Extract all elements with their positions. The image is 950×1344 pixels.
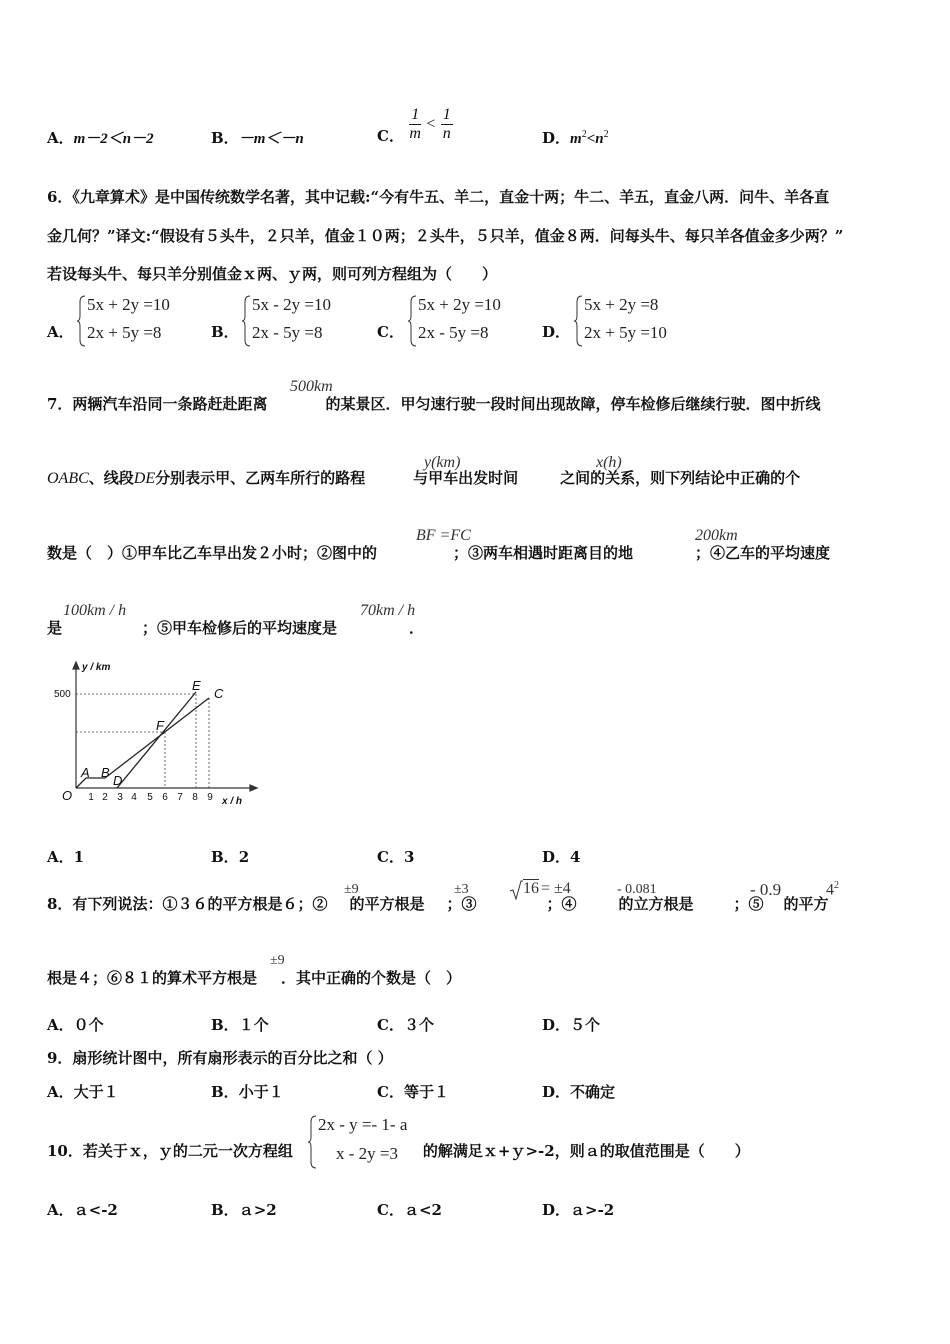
q7-speed-70: 70km / h <box>360 602 416 619</box>
q6-option-b-system: 5x - 2y =10 2x - 5y =8 <box>242 294 362 348</box>
x-tick-9: 9 <box>207 792 213 803</box>
q5-option-b: B．－m＜－n <box>211 129 304 147</box>
brace-icon <box>77 294 87 348</box>
x-tick-8: 8 <box>192 792 198 803</box>
q10-option-d: D．ａ>-2 <box>542 1201 615 1219</box>
q10-equation-system: 2x - y =- 1- a x - 2y =3 <box>308 1114 433 1170</box>
point-a: A <box>81 765 90 780</box>
q7-option-b: B．2 <box>211 848 250 866</box>
q6-text-line-1: 6．《九章算术》是中国传统数学名著，其中记载:“今有牛五、羊二，直金十两；牛二、羊五，直金八两．问牛、羊各直 <box>47 188 830 206</box>
q7-option-a: A．1 <box>47 848 85 866</box>
q6-option-d-system: 5x + 2y =8 2x + 5y =10 <box>574 294 694 348</box>
q6-option-c-system: 5x + 2y =10 2x - 5y =8 <box>408 294 528 348</box>
q8-option-d: D．５个 <box>542 1016 601 1034</box>
x-axis-label: x / h <box>222 796 243 807</box>
x-axis-arrow-icon <box>250 785 257 791</box>
y-tick-500: 500 <box>54 689 71 700</box>
q8-sqrt16: 16 = ±4 <box>509 880 555 898</box>
q6-option-a-label: A． <box>47 323 74 341</box>
line-oabc <box>76 698 209 788</box>
radical-icon <box>509 880 523 900</box>
brace-icon <box>242 294 252 348</box>
q8-neg-09: - 0.9 <box>750 880 782 899</box>
q5-option-d: D．$m^2<n^2$ <box>542 129 609 147</box>
q7-y-km: y(km) <box>424 454 461 471</box>
fraction-1-over-n: $\frac{1}{n}$ <box>442 106 451 142</box>
q8-neg-0081: - 0.081 <box>617 882 657 897</box>
q6-option-a-system: 5x + 2y =10 2x + 5y =8 <box>77 294 197 348</box>
x-tick-5: 5 <box>147 792 153 803</box>
q7-text-line-3: 数是（ ）①甲车比乙车早出发２小时；②图中的 ；③两车相遇时距离目的地 ；④乙车的平均速度 <box>47 544 831 562</box>
q7-text-line-2: OABC、线段DE分别表示甲、乙两车所行的路程 与甲车出发时间 之间的关系，则下列结论中正确的个 <box>47 469 801 487</box>
q5-option-c: C． $\frac{1}{m}$ < $\frac{1}{n}$ <box>377 106 451 145</box>
q7-distance-500km: 500km <box>290 378 333 395</box>
brace-icon <box>308 1114 318 1170</box>
q5-option-a: A．m－2＜n－2 <box>47 129 154 147</box>
point-c: C <box>214 686 224 701</box>
line-de <box>117 692 196 788</box>
q6-text-line-3: 若设每头牛、每只羊分别值金ｘ两、ｙ两，则可列方程组为（ ） <box>47 265 498 283</box>
q7-distance-time-graph <box>50 660 260 810</box>
y-axis-arrow-icon <box>73 662 79 669</box>
point-b: B <box>101 765 110 780</box>
q8-pm3: ±3 <box>454 882 469 897</box>
q7-bf-fc: BF =FC <box>416 527 471 544</box>
q6-option-c-label: C． <box>377 323 404 341</box>
point-d: D <box>113 773 123 788</box>
point-f: F <box>156 718 164 733</box>
x-tick-4: 4 <box>131 792 137 803</box>
q10-text: 10．若关于ｘ，ｙ的二元一次方程组 的解满足ｘ+ｙ>-2，则ａ的取值范围是（ ） <box>47 1142 750 1160</box>
brace-icon <box>408 294 418 348</box>
q6-option-b-label: B． <box>211 323 239 341</box>
q9-option-a: A．大于１ <box>47 1083 119 1101</box>
point-e: E <box>192 678 201 693</box>
q7-text-line-4: 是 ；⑤甲车检修后的平均速度是 ． <box>47 619 425 637</box>
q10-option-c: C．ａ<2 <box>377 1201 442 1219</box>
q8-pm9-b: ±9 <box>270 953 285 968</box>
fraction-1-over-m: $\frac{1}{m}$ <box>409 106 421 142</box>
x-tick-6: 6 <box>162 792 168 803</box>
q9-option-d: D．不确定 <box>542 1083 616 1101</box>
q9-option-c: C．等于１ <box>377 1083 449 1101</box>
q7-text-line-1: 7．两辆汽车沿同一条路赶赴距离 的某景区．甲匀速行驶一段时间出现故障，停车检修后继续行驶．图中折线 <box>47 395 821 413</box>
x-tick-3: 3 <box>117 792 123 803</box>
q7-x-h: x(h) <box>596 454 622 471</box>
q8-4-squared: $4^2$ <box>826 880 839 899</box>
q8-option-c: C．３个 <box>377 1016 434 1034</box>
q10-option-b: B．ａ>2 <box>211 1201 277 1219</box>
q8-option-b: B．１个 <box>211 1016 269 1034</box>
q6-text-line-2: 金几何？”译文:“假设有５头牛，２只羊，值金１０两；２头牛，５只羊，值金８两．问每头牛、每只羊各值金多少两？” <box>47 227 844 245</box>
q7-distance-200km: 200km <box>695 527 738 544</box>
q8-pm9: ±9 <box>344 882 359 897</box>
q7-speed-100: 100km / h <box>63 602 127 619</box>
q6-option-d-label: D． <box>542 323 571 341</box>
x-tick-7: 7 <box>177 792 183 803</box>
q10-option-a: A．ａ<-2 <box>47 1201 118 1219</box>
brace-icon <box>574 294 584 348</box>
q9-text: 9．扇形统计图中，所有扇形表示的百分比之和（ ） <box>47 1049 393 1067</box>
x-tick-2: 2 <box>102 792 108 803</box>
point-o: O <box>62 788 73 803</box>
q9-option-b: B．小于１ <box>211 1083 284 1101</box>
x-tick-1: 1 <box>88 792 94 803</box>
q7-option-d: D．4 <box>542 848 581 866</box>
q8-text-line-2: 根是４；⑥８１的算术平方根是 ．其中正确的个数是（ ） <box>47 969 462 987</box>
q8-option-a: A．０个 <box>47 1016 104 1034</box>
q7-option-c: C．3 <box>377 848 415 866</box>
y-axis-label: y / km <box>82 662 111 673</box>
q8-text-line-1: 8．有下列说法：①３６的平方根是６；② 的平方根是 ；③ ；④ 的立方根是 ；⑤ 的平方 <box>47 895 829 913</box>
